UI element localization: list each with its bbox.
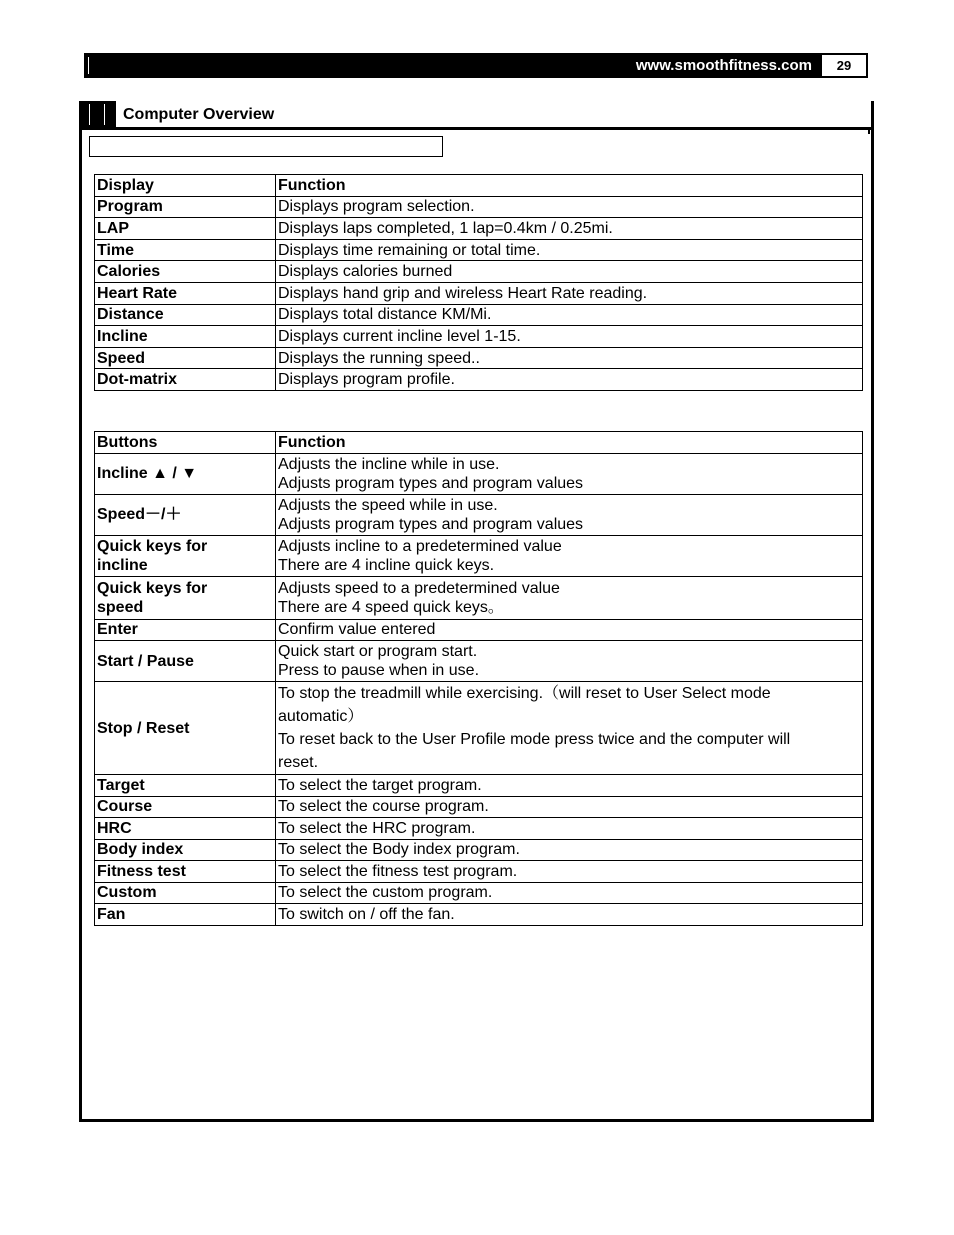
header-cell: Function — [276, 432, 863, 454]
table-row — [95, 641, 863, 682]
function-cell — [276, 861, 863, 883]
button-name-line: incline — [97, 556, 148, 574]
function-cell — [276, 682, 863, 775]
table-header-row — [95, 432, 863, 454]
function-line: Quick start or program start. — [278, 643, 478, 660]
button-name-line: Quick keys for — [97, 579, 208, 597]
button-name-cell — [95, 619, 276, 641]
table-row — [95, 282, 863, 304]
section-marker — [82, 101, 116, 128]
blank-caption-box — [89, 136, 443, 157]
button-name-line: Custom — [97, 884, 157, 902]
table-row — [95, 304, 863, 326]
button-name-cell — [95, 818, 276, 840]
button-name-cell — [95, 494, 276, 535]
section-marker-divider — [89, 104, 90, 125]
section-rule — [82, 127, 871, 130]
header-cell: Buttons — [95, 432, 276, 454]
function-cell: Displays total distance KM/Mi. — [276, 304, 863, 326]
table-row — [95, 369, 863, 391]
button-name-line: HRC — [97, 819, 132, 837]
display-name-cell: Distance — [95, 304, 276, 326]
table-row — [95, 818, 863, 840]
button-name-cell — [95, 796, 276, 818]
function-line: Press to pause when in use. — [278, 662, 480, 679]
table-row — [95, 218, 863, 240]
button-name-line: Incline ▲ / ▼ — [97, 465, 198, 482]
table-row — [95, 796, 863, 818]
function-line: Adjusts the incline while in use. — [278, 455, 500, 473]
function-line: To stop the treadmill while exercising.（will reset to User Select mode — [278, 685, 771, 702]
function-cell — [276, 796, 863, 818]
section-title: Computer Overview — [123, 106, 275, 123]
function-line: There are 4 speed quick keys。 — [278, 598, 504, 616]
table-row — [95, 453, 863, 494]
table-row — [95, 576, 863, 619]
button-name-cell — [95, 682, 276, 775]
button-name-line: Course — [97, 798, 153, 816]
function-line: To select the HRC program. — [278, 819, 476, 837]
button-name-cell — [95, 641, 276, 682]
function-cell — [276, 882, 863, 904]
section-marker-divider — [104, 104, 105, 125]
display-name-cell: LAP — [95, 218, 276, 240]
function-line: Adjusts speed to a predetermined value — [278, 579, 560, 597]
display-name-cell: Program — [95, 196, 276, 218]
display-table — [94, 174, 863, 391]
function-line: To select the Body index program. — [278, 841, 520, 859]
header-cell: Function — [276, 175, 863, 197]
button-name-cell — [95, 535, 276, 576]
table-row — [95, 839, 863, 861]
button-name-line: Speed－/＋ — [97, 506, 182, 523]
button-name-line: Enter — [97, 621, 138, 639]
page-frame-bottom — [79, 1119, 874, 1122]
function-line: Adjusts program types and program values — [278, 515, 584, 533]
table-row — [95, 326, 863, 348]
function-line: To select the target program. — [278, 776, 482, 794]
button-name-line: Fan — [97, 905, 126, 923]
display-name-cell: Calories — [95, 261, 276, 283]
table-row — [95, 494, 863, 535]
function-cell: Displays time remaining or total time. — [276, 239, 863, 261]
function-line: Adjusts incline to a predetermined value — [278, 537, 562, 555]
table-row — [95, 196, 863, 218]
display-name-cell: Dot-matrix — [95, 369, 276, 391]
display-name-cell: Incline — [95, 326, 276, 348]
table-row — [95, 619, 863, 641]
function-line: reset. — [278, 754, 319, 771]
button-name-line: Quick keys for — [97, 537, 208, 555]
table-row — [95, 775, 863, 797]
button-name-cell — [95, 576, 276, 619]
function-line: Confirm value entered — [278, 621, 436, 639]
function-cell — [276, 818, 863, 840]
function-line: Adjusts the speed while in use. — [278, 496, 498, 514]
function-cell — [276, 453, 863, 494]
function-cell — [276, 839, 863, 861]
header-divider — [88, 57, 89, 74]
button-name-line: speed — [97, 598, 144, 616]
function-cell: Displays current incline level 1-15. — [276, 326, 863, 348]
button-name-cell — [95, 861, 276, 883]
table-row — [95, 535, 863, 576]
header-cell: Display — [95, 175, 276, 197]
button-name-cell — [95, 904, 276, 926]
button-name-cell — [95, 775, 276, 797]
function-cell — [276, 535, 863, 576]
function-cell — [276, 904, 863, 926]
display-name-cell: Heart Rate — [95, 282, 276, 304]
function-cell: Displays the running speed.. — [276, 347, 863, 369]
table-row — [95, 261, 863, 283]
table-header-row — [95, 175, 863, 197]
function-line: To reset back to the User Profile mode press twice and the computer will — [278, 731, 791, 748]
display-name-cell: Speed — [95, 347, 276, 369]
website-url: www.smoothfitness.com — [635, 57, 812, 74]
header-bar — [84, 53, 820, 78]
function-line: automatic） — [278, 708, 364, 725]
button-name-line: Fitness test — [97, 862, 186, 880]
table-row — [95, 682, 863, 775]
function-cell — [276, 576, 863, 619]
function-line: To select the fitness test program. — [278, 862, 518, 880]
button-name-cell — [95, 882, 276, 904]
table-row — [95, 882, 863, 904]
function-cell: Displays laps completed, 1 lap=0.4km / 0.25mi. — [276, 218, 863, 240]
button-name-line: Target — [97, 776, 145, 794]
function-line: To switch on / off the fan. — [278, 905, 455, 923]
function-cell: Displays program profile. — [276, 369, 863, 391]
page-frame-left — [79, 101, 82, 1122]
button-name-cell — [95, 839, 276, 861]
button-name-line: Stop / Reset — [97, 719, 190, 737]
function-cell: Displays calories burned — [276, 261, 863, 283]
function-cell: Displays hand grip and wireless Heart Rate reading. — [276, 282, 863, 304]
table-row — [95, 861, 863, 883]
section-rule-tick — [868, 127, 870, 134]
button-name-line: Start / Pause — [97, 652, 194, 670]
function-cell — [276, 775, 863, 797]
function-cell — [276, 494, 863, 535]
function-line: To select the custom program. — [278, 884, 493, 902]
function-cell — [276, 641, 863, 682]
display-name-cell: Time — [95, 239, 276, 261]
button-name-line: Body index — [97, 841, 184, 859]
table-row — [95, 239, 863, 261]
page-number: 29 — [820, 53, 868, 78]
function-line: Adjusts program types and program values — [278, 474, 584, 492]
function-cell — [276, 619, 863, 641]
function-line: There are 4 incline quick keys. — [278, 556, 495, 574]
buttons-table — [94, 431, 863, 926]
table-row — [95, 347, 863, 369]
page-frame-right — [871, 101, 874, 1122]
button-name-cell — [95, 453, 276, 494]
table-row — [95, 904, 863, 926]
function-cell: Displays program selection. — [276, 196, 863, 218]
function-line: To select the course program. — [278, 798, 489, 816]
